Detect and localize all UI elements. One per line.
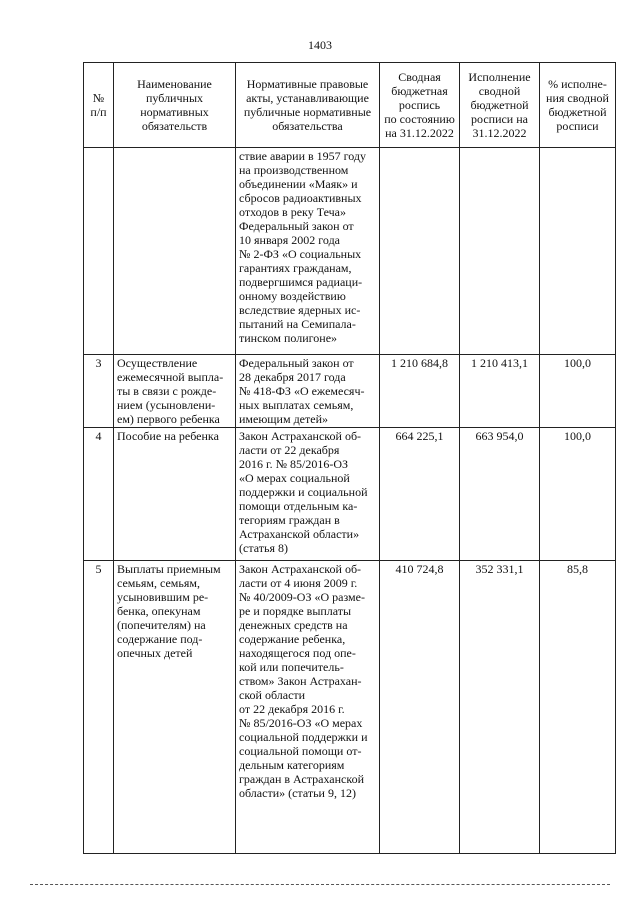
cell-exec: 663 954,0	[460, 428, 540, 561]
cell-name	[114, 148, 236, 355]
cell-percent	[540, 148, 616, 355]
cell-plan: 1 210 684,8	[380, 355, 460, 428]
cell-percent: 100,0	[540, 428, 616, 561]
cell-percent: 100,0	[540, 355, 616, 428]
cell-name: Пособие на ребенка	[114, 428, 236, 561]
cell-exec	[460, 148, 540, 355]
cell-num: 3	[84, 355, 114, 428]
cell-percent: 85,8	[540, 561, 616, 854]
cell-acts: Закон Астраханской об- ласти от 4 июня 2009 г. № 40/2009-ОЗ «О разме- ре и порядке выплаты денежных средств на содержание ребенка, находящегося под опе- кой или попечитель- ством» Закон Астрахан- ской области от 22 декабря 2016 г. № 85/2016-ОЗ «О мерах социальной поддержки и социальной помощи от- дельным категориям граждан в Астраханской области» (статьи 9, 12)	[236, 561, 380, 854]
header-acts: Нормативные правовые акты, устанавливающие публичные нормативные обязательства	[236, 63, 380, 148]
table-header-row	[84, 63, 616, 148]
cell-acts: Федеральный закон от 28 декабря 2017 года № 418-ФЗ «О ежемесяч- ных выплатах семьям, имеющим детей»	[236, 355, 380, 428]
cell-exec: 1 210 413,1	[460, 355, 540, 428]
table-row	[84, 561, 616, 854]
cell-plan	[380, 148, 460, 355]
header-plan: Сводная бюджетная роспись по состоянию на 31.12.2022	[380, 63, 460, 148]
budget-table	[83, 62, 616, 854]
table-row	[84, 148, 616, 355]
cell-acts: ствие аварии в 1957 году на производственном объединении «Маяк» и сбросов радиоактивных отходов в реку Теча» Федеральный закон от 10 января 2002 года № 2-ФЗ «О социальных гарантиях гражданам, подвергшимся радиаци- онному воздействию вследствие ядерных ис- пытаний на Семипала- тинском полигоне»	[236, 148, 380, 355]
table-row	[84, 428, 616, 561]
cell-num: 4	[84, 428, 114, 561]
cell-plan: 664 225,1	[380, 428, 460, 561]
cell-exec: 352 331,1	[460, 561, 540, 854]
page-number: 1403	[308, 38, 332, 52]
table-row	[84, 355, 616, 428]
page-bottom-rule	[30, 884, 610, 885]
cell-name: Выплаты приемным семьям, семьям, усыновившим ре- бенка, опекунам (попечителям) на содержание под- опечных детей	[114, 561, 236, 854]
cell-num: 5	[84, 561, 114, 854]
cell-num	[84, 148, 114, 355]
cell-name: Осуществление ежемесячной выпла- ты в связи с рожде- нием (усыновлени- ем) первого ребенка	[114, 355, 236, 428]
cell-plan: 410 724,8	[380, 561, 460, 854]
header-name: Наименование публичных нормативных обязательств	[114, 63, 236, 148]
header-exec: Исполнение сводной бюджетной росписи на 31.12.2022	[460, 63, 540, 148]
cell-acts: Закон Астраханской об- ласти от 22 декабря 2016 г. № 85/2016-ОЗ «О мерах социальной поддержки и социальной помощи отдельным ка- тегориям граждан в Астраханской области» (статья 8)	[236, 428, 380, 561]
header-num: № п/п	[84, 63, 114, 148]
header-percent: % исполне- ния сводной бюджетной росписи	[540, 63, 616, 148]
